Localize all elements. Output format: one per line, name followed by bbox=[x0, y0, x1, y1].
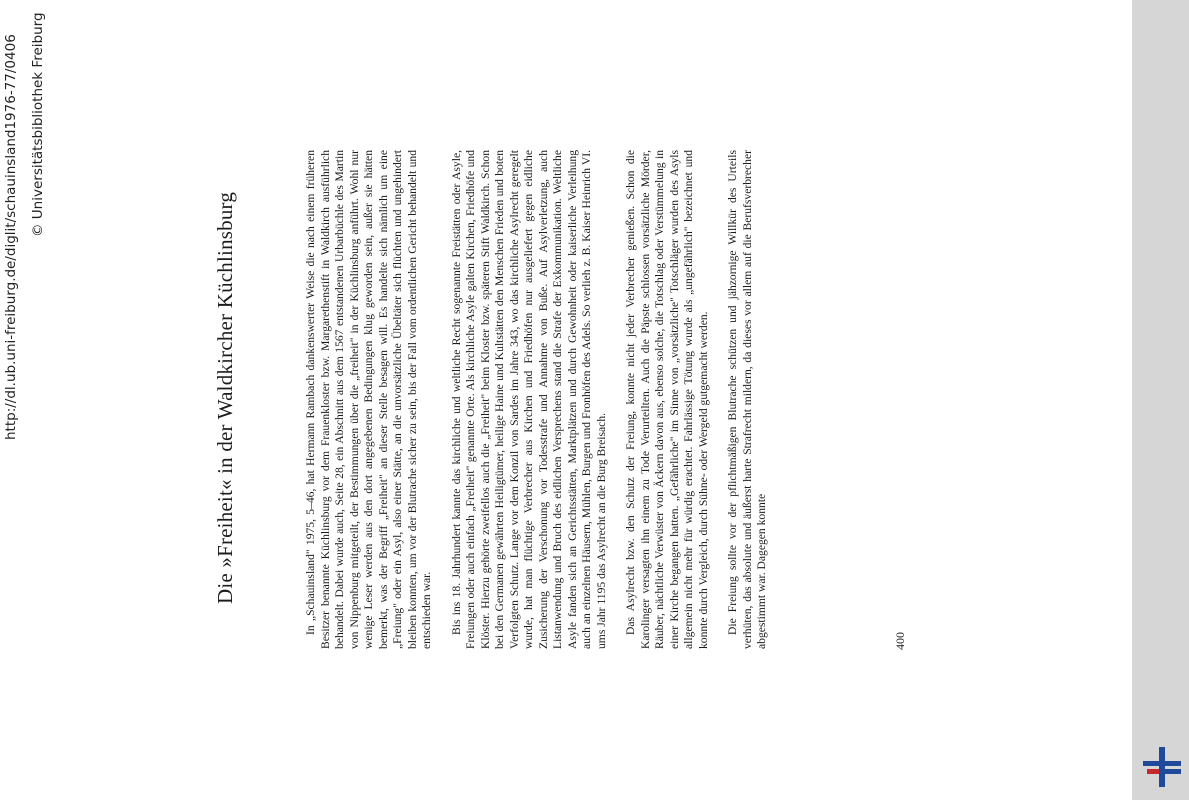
ub-freiburg-logo-icon bbox=[1142, 745, 1182, 789]
copyright-notice: © Universitätsbibliothek Freiburg bbox=[30, 12, 46, 237]
source-url-link[interactable]: http://dl.ub.uni-freiburg.de/diglit/schauinsland1976-77/0406 bbox=[3, 34, 19, 440]
logo-blue-vertical bbox=[1159, 747, 1165, 787]
viewer-sidebar bbox=[1132, 0, 1189, 800]
page-number: 400 bbox=[893, 632, 907, 650]
article-title: Die »Freiheit« in der Waldkircher Küchlinsburg bbox=[213, 191, 237, 604]
paragraph-3: Das Asylrecht bzw. den Schutz der Freiung, konnte nicht jeder Verbrecher genießen. Schon die Karolinger versagten ihn einem zu Tode Verurteilten. Auch die Päpste schlossen vorsätzliche Mörder, Räuber, nächtliche Verwüster von Äckern davon aus, ebenso solche, die Totschlag oder Verstümmelung in einer Kirche begangen hatten. „Gefährliche" im Sinne von „vorsätzliche" Totschläger wurden des Asyls allgemein nicht mehr für würdig erachtet. Fahrlässige Tötung wurde als „ungefährlich" bezeichnet und konnte durch Vergleich, durch Sühne- oder Wergeld gutgemacht werden. bbox=[624, 150, 710, 649]
paragraph-4: Die Freiung sollte vor der pflichtmäßigen Blutrache schützen und jähzornige Willkür des Urteils verhüten, das absolute und äußerst harte Strafrecht mildern, da dieses vor allem auf die Berufsverbrecher abgestimmt war. Dagegen konnte bbox=[726, 150, 768, 649]
logo-blue-bar-top bbox=[1143, 761, 1181, 766]
article-body bbox=[304, 150, 770, 649]
sidebar-text bbox=[0, 0, 57, 800]
paragraph-1: In „Schauinsland" 1975, 5–46, hat Hermann Rambach dankenswerter Weise die nach einem früheren Besitzer benannte Küchlinsburg vor dem Frauenkloster bzw. Margarethenstift in Waldkirch ausführlich behandelt. Dabei wurde auch, Seite 28, ein Abschnitt aus dem 1567 entstandenen Urbarbüchle des Martin von Nippenburg mitgeteilt, der Bestimmungen über die „freiheit" in der Küchlinsburg anführt. Wohl nur wenige Leser werden aus den dort angegebenen Bedingungen klug geworden sein, außer sie hätten bemerkt, was der Begriff „Freiheit" an dieser Stelle besagen will. Es handelte sich nämlich um eine „Freiung" oder ein Asyl, also einer Stätte, an die unvorsätzliche Übeltäter sich flüchten und ungehindert bleiben konnten, um vor der Blutrache sicher zu sein, bis der Fall vom ordentlichen Gericht behandelt und entschieden war. bbox=[304, 150, 433, 649]
paragraph-2: Bis ins 18. Jahrhundert kannte das kirchliche und weltliche Recht sogenannte Freistätten oder Asyle, Freiungen oder auch einfach „Freiheit" genannte Orte. Als kirchliche Asyle galten Kirchen, Friedhöfe und Klöster. Hierzu gehörte zweifellos auch die „Freiheit" beim Kloster bzw. späteren Stift Waldkirch. Schon bei den Germanen gewährten Heiligtümer, heilige Haine und Kultstätten den Menschen Frieden und boten Verfolgten Schutz. Lange vor dem Konzil von Sardes im Jahre 343, wo das kirchliche Asylrecht geregelt wurde, hat man flüchtige Verbrecher aus Kirchen und Friedhöfen nur ausgeliefert gegen eidliche Zusicherung der Verschonung vor Todesstrafe und Annahme von Buße. Auf Asylverletzung, auch Listanwendung und Bruch des eidlichen Versprechens stand die Strafe der Exkommunikation. Weltliche Asyle fanden sich an Gerichtsstätten, Marktplätzen und durch Gewohnheit oder kaiserliche Verleihung auch an einzelnen Häusern, Mühlen, Burgen und Fronhöfen des Adels. So verlieh z. B. Kaiser Heinrich VI. ums Jahr 1195 das Asylrecht an die Burg Breisach. bbox=[449, 150, 608, 649]
logo-red-bar bbox=[1147, 769, 1159, 774]
logo-blue-bar-bottom bbox=[1165, 769, 1181, 774]
